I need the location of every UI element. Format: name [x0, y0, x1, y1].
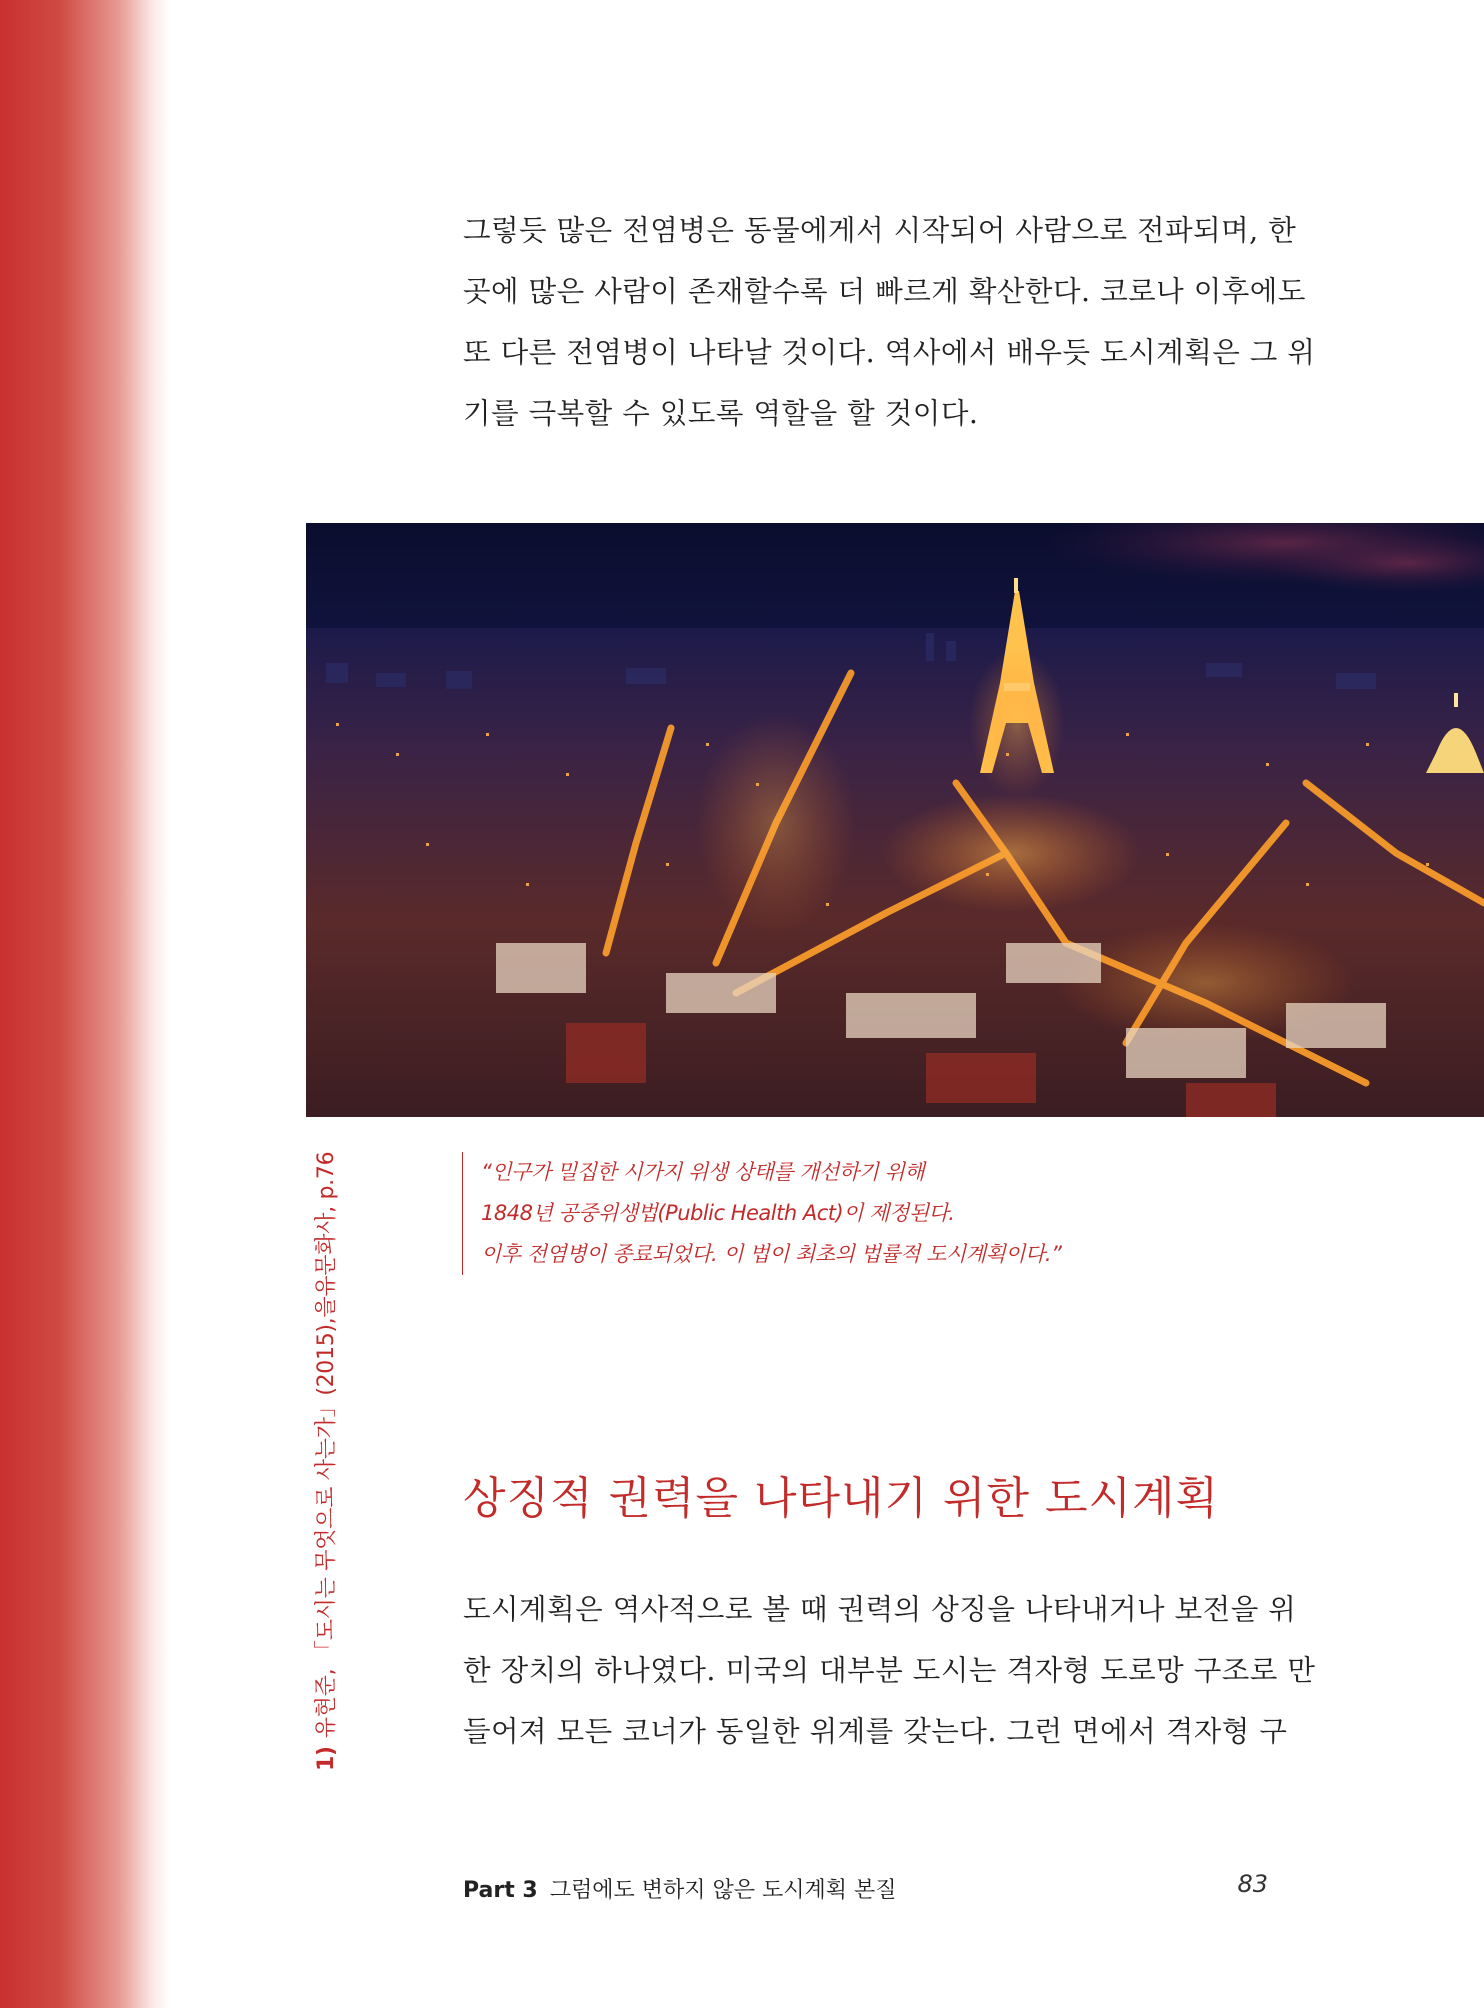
paragraph-line: 한 장치의 하나였다. 미국의 대부분 도시는 격자형 도로망 구조로 만: [463, 1654, 1316, 1687]
paragraph-intro: [463, 200, 1316, 444]
running-footer: [463, 1873, 896, 1901]
paragraph-line: 도시계획은 역사적으로 볼 때 권력의 상징을 나타내거나 보전을 위: [463, 1593, 1297, 1626]
paragraph-section: [463, 1579, 1316, 1762]
footnote: [314, 1152, 340, 1771]
quote-line: 이후 전염병이 종료되었다. 이 법이 최초의 법률적 도시계획이다.”: [481, 1242, 1062, 1266]
page-number: 83: [1237, 1870, 1268, 1898]
section-heading: 상징적 권력을 나타내기 위한 도시계획: [463, 1473, 1220, 1524]
side-color-band: [0, 0, 170, 2008]
quote-line: “인구가 밀집한 시가지 위생 상태를 개선하기 위해: [481, 1160, 925, 1184]
footnote-number: 1): [314, 1746, 339, 1771]
paris-night-photo: [306, 523, 1484, 1117]
pull-quote: [462, 1152, 1201, 1275]
footer-part: Part 3: [463, 1878, 538, 1903]
paragraph-line: 그렇듯 많은 전염병은 동물에게서 시작되어 사람으로 전파되며, 한: [463, 214, 1297, 247]
paris-night-cityscape-illustration: [306, 523, 1484, 1117]
quote-line: 1848년 공중위생법(Public Health Act)이 제정된다.: [481, 1201, 955, 1225]
footer-title: 그럼에도 변하지 않은 도시계획 본질: [549, 1878, 897, 1903]
footnote-text: 유현준, 「도시는 무엇으로 사는가」(2015),을유문화사, p.76: [314, 1151, 339, 1739]
paragraph-line: 들어져 모든 코너가 동일한 위계를 갖는다. 그런 면에서 격자형 구: [463, 1715, 1288, 1748]
paragraph-line: 곳에 많은 사람이 존재할수록 더 빠르게 확산한다. 코로나 이후에도: [463, 275, 1306, 308]
paragraph-line: 기를 극복할 수 있도록 역할을 할 것이다.: [463, 397, 979, 430]
paragraph-line: 또 다른 전염병이 나타날 것이다. 역사에서 배우듯 도시계획은 그 위: [463, 336, 1316, 369]
